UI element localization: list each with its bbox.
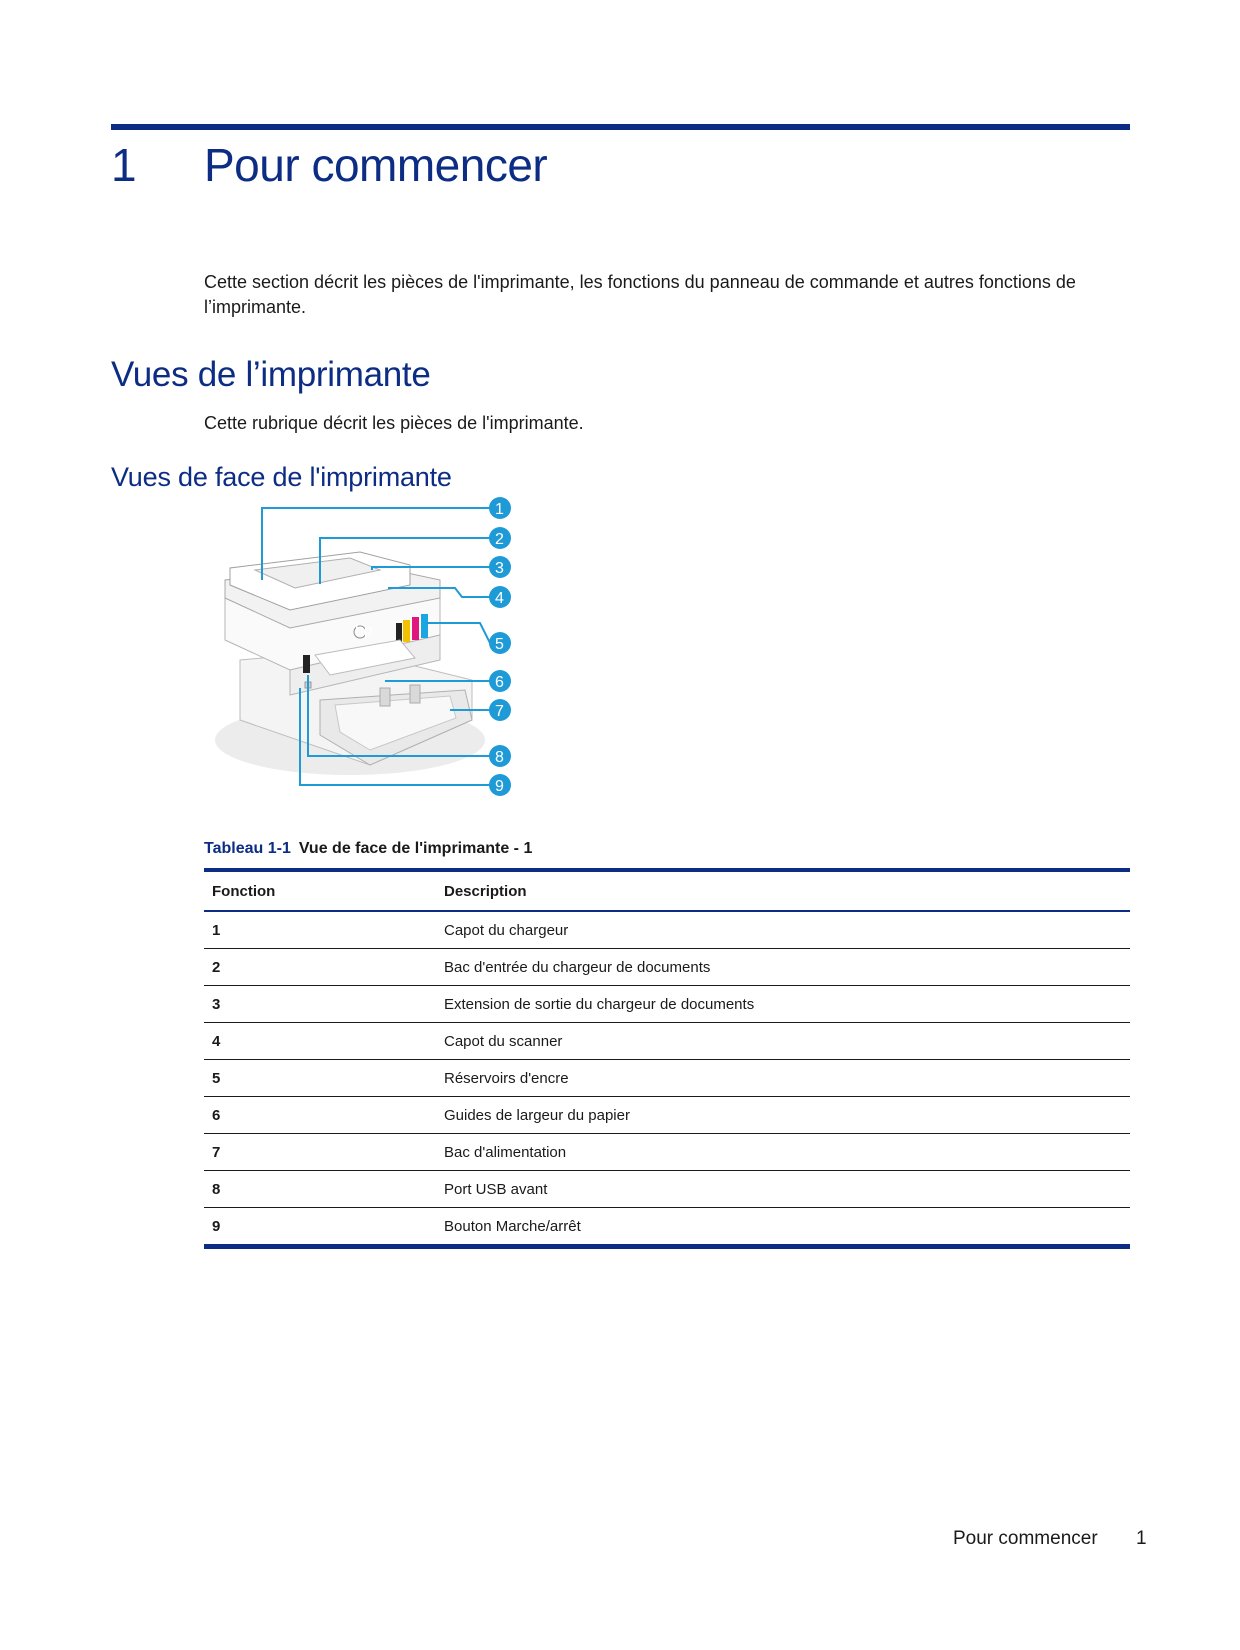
- header-fonction: Fonction: [204, 870, 436, 911]
- callout-6-label: 6: [495, 674, 504, 691]
- row-number: 5: [204, 1060, 436, 1097]
- table-row: [204, 986, 1130, 1023]
- callout-3-label: 3: [495, 560, 504, 577]
- intro-paragraph: Cette section décrit les pièces de l'imprimante, les fonctions du panneau de commande et autres fonctions de l’imprimante.: [204, 272, 1076, 317]
- table-row: [204, 911, 1130, 949]
- chapter-rule: [111, 124, 1130, 130]
- callout-5-label: 5: [495, 636, 504, 653]
- printer-front-figure: [200, 501, 540, 830]
- row-number: 9: [204, 1208, 436, 1247]
- footer-chapter-title: Pour commencer: [953, 1528, 1098, 1549]
- table-caption-title: Vue de face de l'imprimante - 1: [298, 840, 533, 857]
- paper-guide-right: [410, 685, 420, 703]
- table-row: [204, 1023, 1130, 1060]
- table-row: [204, 949, 1130, 986]
- header-description: Description: [436, 870, 1130, 911]
- subsection-heading: Vues de face de l'imprimante: [111, 462, 452, 492]
- table-header-row: [204, 870, 1130, 911]
- section-heading: Vues de l’imprimante: [111, 355, 431, 394]
- row-number: 6: [204, 1097, 436, 1134]
- row-number: 2: [204, 949, 436, 986]
- callout-8-label: 8: [495, 749, 504, 766]
- table-row: [204, 1208, 1130, 1247]
- callout-badges: [489, 497, 511, 796]
- hp-logo-text: hp: [355, 622, 373, 639]
- chapter-number: 1: [111, 139, 137, 191]
- callout-7-label: 7: [495, 703, 504, 720]
- ink-tank-yellow: [403, 620, 410, 642]
- row-number: 7: [204, 1134, 436, 1171]
- table-caption-label: Tableau 1-1: [204, 840, 291, 857]
- table-row: [204, 1134, 1130, 1171]
- table-row: [204, 1171, 1130, 1208]
- row-description: Bouton Marche/arrêt: [436, 1208, 1130, 1247]
- row-description: Extension de sortie du chargeur de documents: [436, 986, 1130, 1023]
- row-description: Capot du chargeur: [444, 921, 569, 939]
- row-number: 1: [212, 921, 221, 939]
- callout-9-label: 9: [495, 778, 504, 795]
- paper-guide-left: [380, 688, 390, 706]
- table-row: [204, 1097, 1130, 1134]
- callout-2-label: 2: [495, 531, 504, 548]
- chapter-title: Pour commencer: [204, 139, 548, 191]
- row-number: 4: [204, 1023, 436, 1060]
- ink-tank-magenta: [412, 617, 419, 640]
- callout-1-label: 1: [495, 501, 504, 518]
- section-text: Cette rubrique décrit les pièces de l'imprimante.: [204, 413, 584, 433]
- table-caption: [204, 840, 532, 858]
- ink-tank-cyan: [421, 614, 428, 638]
- row-description: Capot du scanner: [436, 1023, 1130, 1060]
- parts-table: [204, 868, 1130, 1249]
- row-description: Port USB avant: [436, 1171, 1130, 1208]
- callout-4-label: 4: [495, 590, 504, 607]
- row-description: Guides de largeur du papier: [436, 1097, 1130, 1134]
- row-description: Bac d'alimentation: [436, 1134, 1130, 1171]
- row-number: 8: [204, 1171, 436, 1208]
- row-description: Bac d'entrée du chargeur de documents: [436, 949, 1130, 986]
- row-number: 3: [204, 986, 436, 1023]
- row-description: Réservoirs d'encre: [436, 1060, 1130, 1097]
- usb-port-shape: [303, 655, 310, 673]
- table-row: [204, 1060, 1130, 1097]
- footer-page-number: 1: [1136, 1528, 1147, 1549]
